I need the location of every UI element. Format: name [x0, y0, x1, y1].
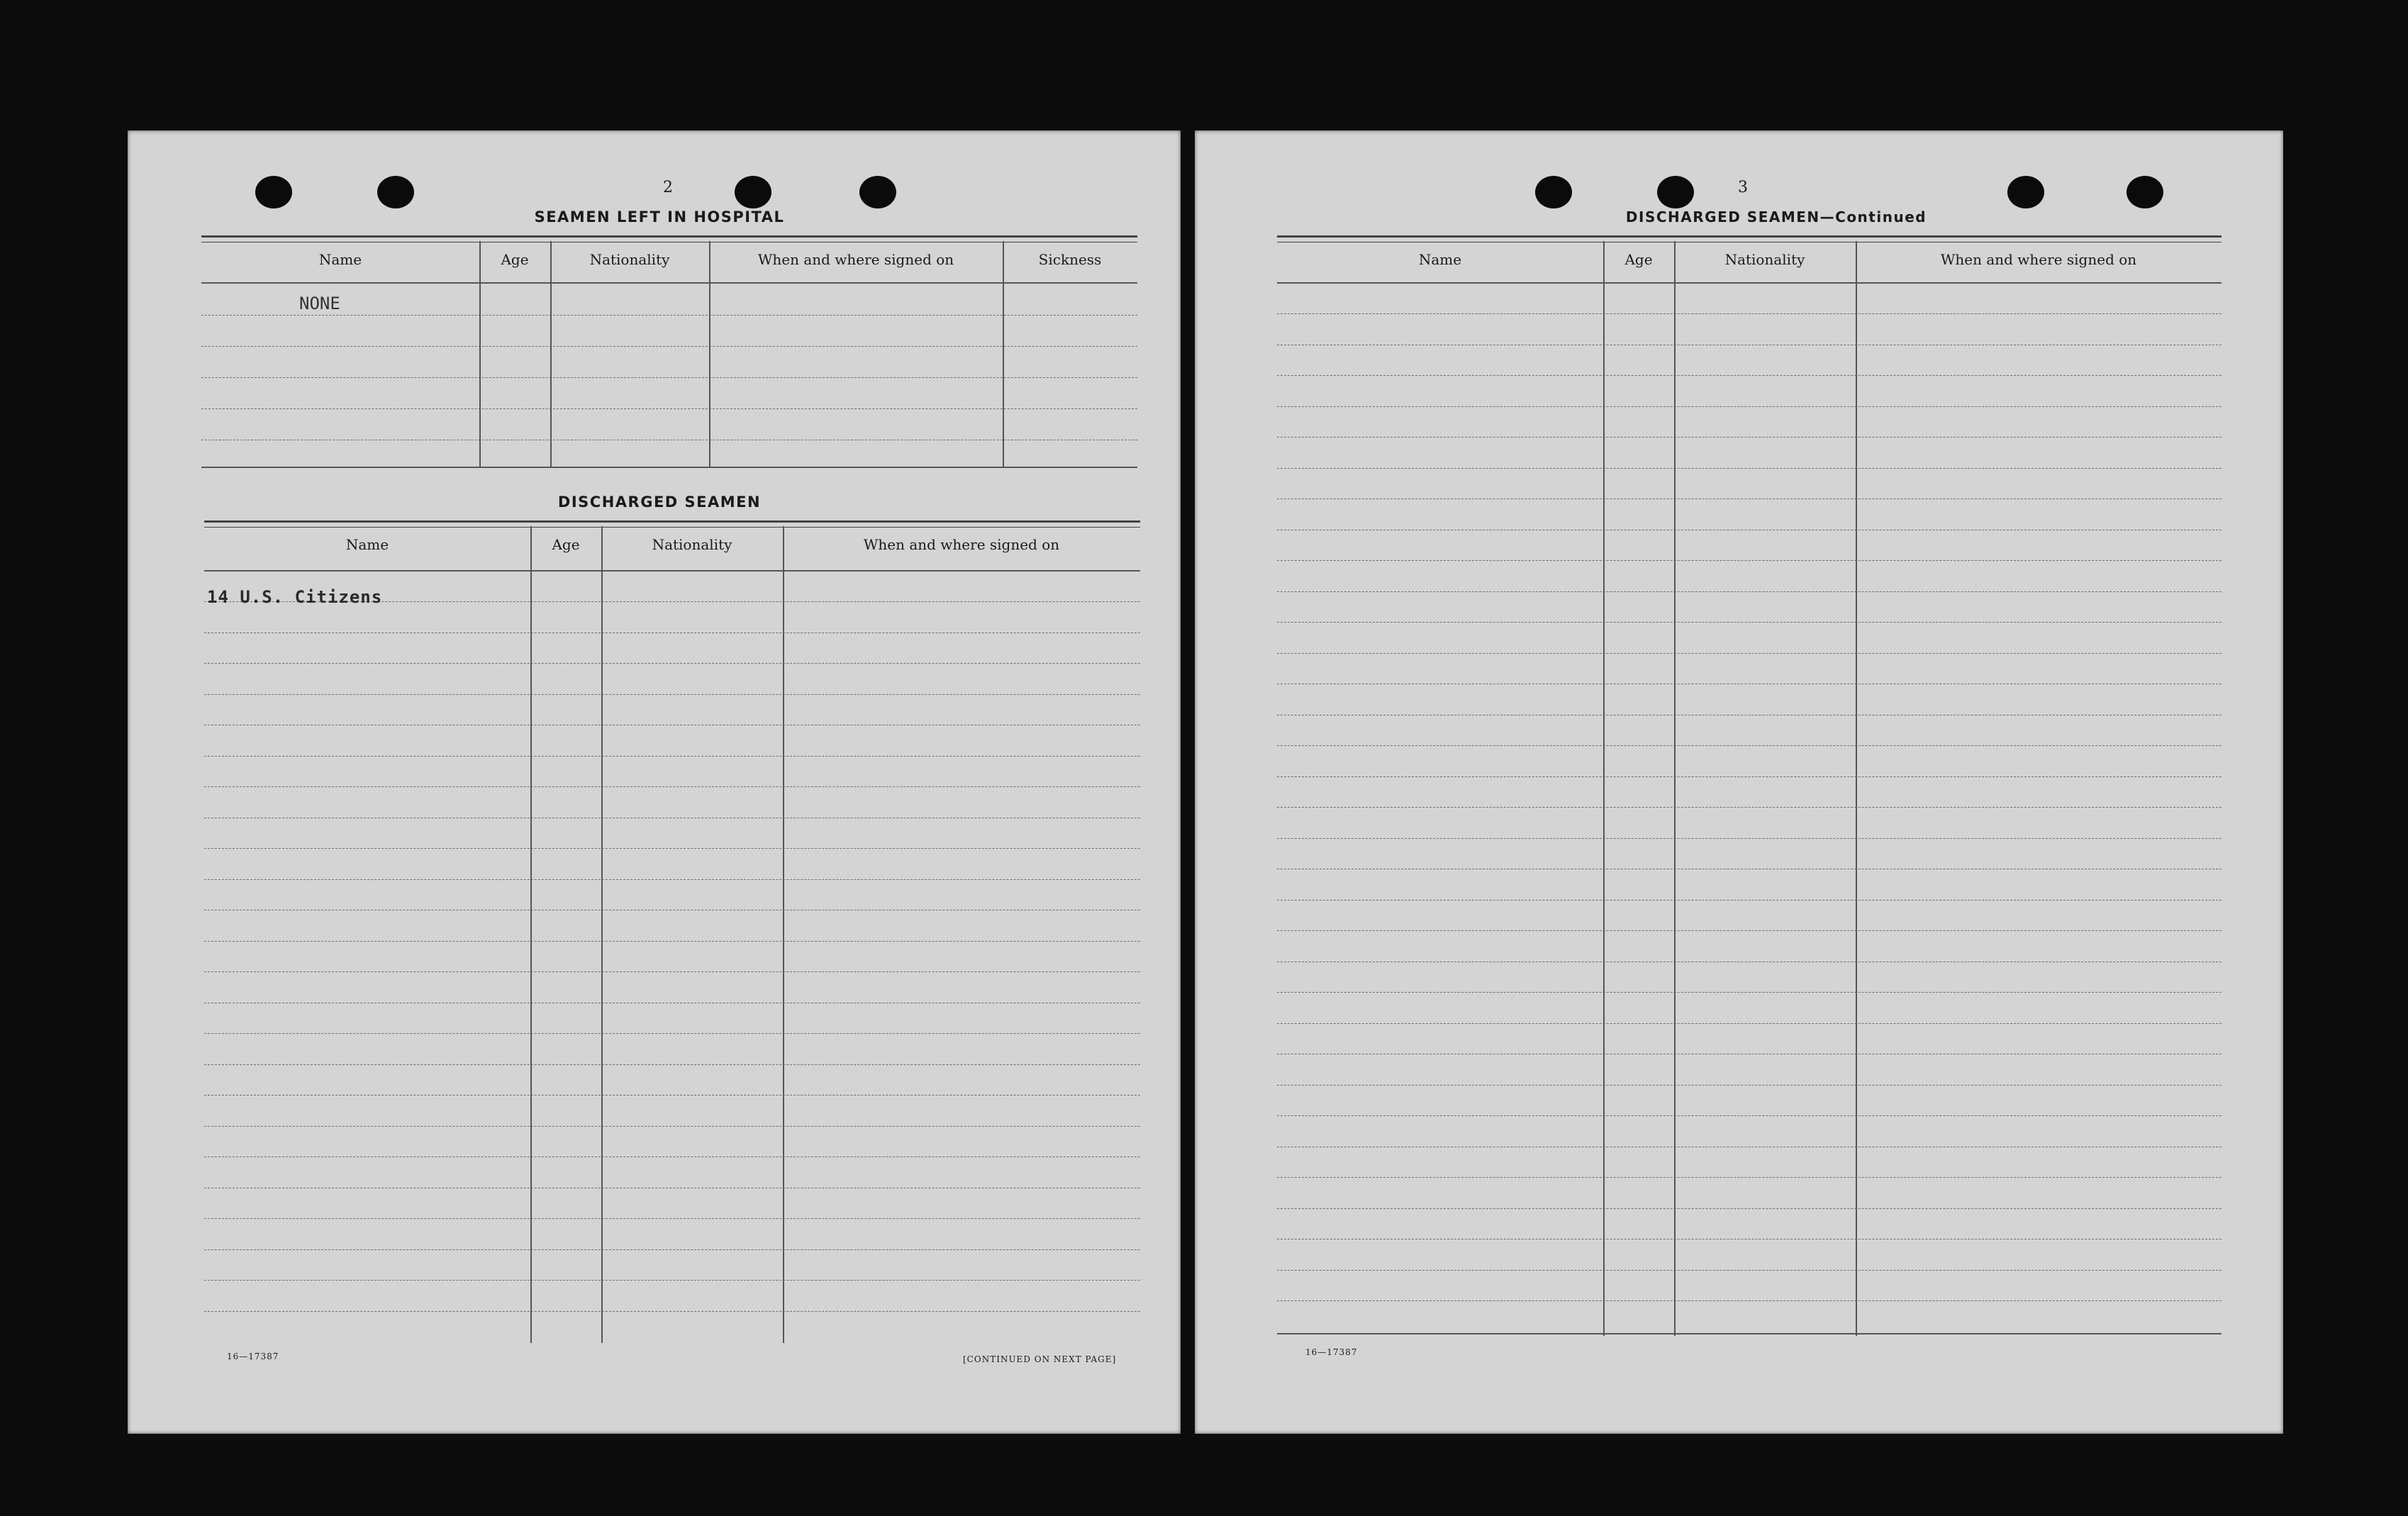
row-rule [204, 1033, 1140, 1034]
row-rule [204, 663, 1140, 664]
hospital-entry: NONE [299, 294, 340, 313]
row-rule [1277, 498, 2222, 499]
col-header-age: Age [501, 251, 529, 268]
col-header-nationality: Nationality [589, 251, 670, 268]
form-number: 16—17387 [1305, 1347, 1358, 1357]
row-rule [1277, 468, 2222, 469]
row-rule [204, 941, 1140, 942]
punch-hole [2126, 176, 2163, 208]
row-rule [204, 632, 1140, 633]
row-rule [204, 786, 1140, 787]
row-rule [1277, 622, 2222, 623]
discharged-heading: DISCHARGED SEAMEN [557, 494, 762, 511]
row-rule [1277, 560, 2222, 561]
col-header-name: Name [1418, 251, 1462, 268]
row-rule [1277, 1177, 2222, 1178]
punch-hole [859, 176, 896, 208]
punch-hole [377, 176, 414, 208]
row-rule [204, 756, 1140, 757]
discharged-table [204, 520, 1140, 1343]
row-rule [1277, 591, 2222, 592]
col-header-signed-on: When and where signed on [1940, 251, 2137, 268]
row-rule [1277, 930, 2222, 931]
row-rule [1277, 838, 2222, 839]
punch-hole [1535, 176, 1572, 208]
row-rule [1277, 1208, 2222, 1209]
discharged-continued-table [1277, 235, 2222, 1339]
row-rule [1277, 653, 2222, 654]
row-rule [204, 879, 1140, 880]
row-rule [204, 694, 1140, 695]
row-rule [1277, 1023, 2222, 1024]
col-header-age: Age [552, 536, 580, 553]
discharged-entry: 14 U.S. Citizens [207, 587, 383, 607]
punch-hole [1657, 176, 1694, 208]
row-rule [1277, 1085, 2222, 1086]
col-header-age: Age [1624, 251, 1653, 268]
col-header-signed-on: When and where signed on [863, 536, 1060, 553]
continued-note: [CONTINUED ON NEXT PAGE] [963, 1354, 1117, 1364]
right-page [1195, 130, 2283, 1434]
row-rule [204, 1156, 1140, 1157]
page-number: 3 [1738, 179, 1749, 196]
hospital-table [201, 235, 1137, 468]
row-rule [204, 1249, 1140, 1250]
page-number: 2 [663, 179, 674, 196]
punch-hole [2007, 176, 2044, 208]
continued-heading: DISCHARGED SEAMEN—Continued [1625, 208, 1927, 225]
row-rule [204, 1218, 1140, 1219]
row-rule [1277, 745, 2222, 746]
col-header-name: Name [318, 251, 362, 268]
row-rule [204, 971, 1140, 972]
col-header-nationality: Nationality [652, 536, 732, 553]
col-header-name: Name [345, 536, 389, 553]
punch-hole [735, 176, 771, 208]
col-header-sickness: Sickness [1038, 251, 1102, 268]
punch-hole [255, 176, 292, 208]
row-rule [1277, 375, 2222, 376]
col-header-nationality: Nationality [1724, 251, 1805, 268]
row-rule [204, 848, 1140, 849]
row-rule [204, 1311, 1140, 1312]
row-rule [204, 1126, 1140, 1127]
left-page [128, 130, 1181, 1434]
row-rule [1277, 313, 2222, 314]
row-rule [1277, 992, 2222, 993]
row-rule [1277, 807, 2222, 808]
row-rule [1277, 1300, 2222, 1301]
row-rule [204, 1280, 1140, 1281]
form-number: 16—17387 [227, 1351, 279, 1361]
row-rule [1277, 776, 2222, 777]
row-rule [1277, 406, 2222, 407]
row-rule [204, 1095, 1140, 1096]
col-header-signed-on: When and where signed on [757, 251, 954, 268]
row-rule [204, 1064, 1140, 1065]
row-rule [1277, 1270, 2222, 1271]
row-rule [1277, 900, 2222, 901]
row-rule [1277, 1115, 2222, 1116]
hospital-heading: SEAMEN LEFT IN HOSPITAL [534, 208, 785, 225]
